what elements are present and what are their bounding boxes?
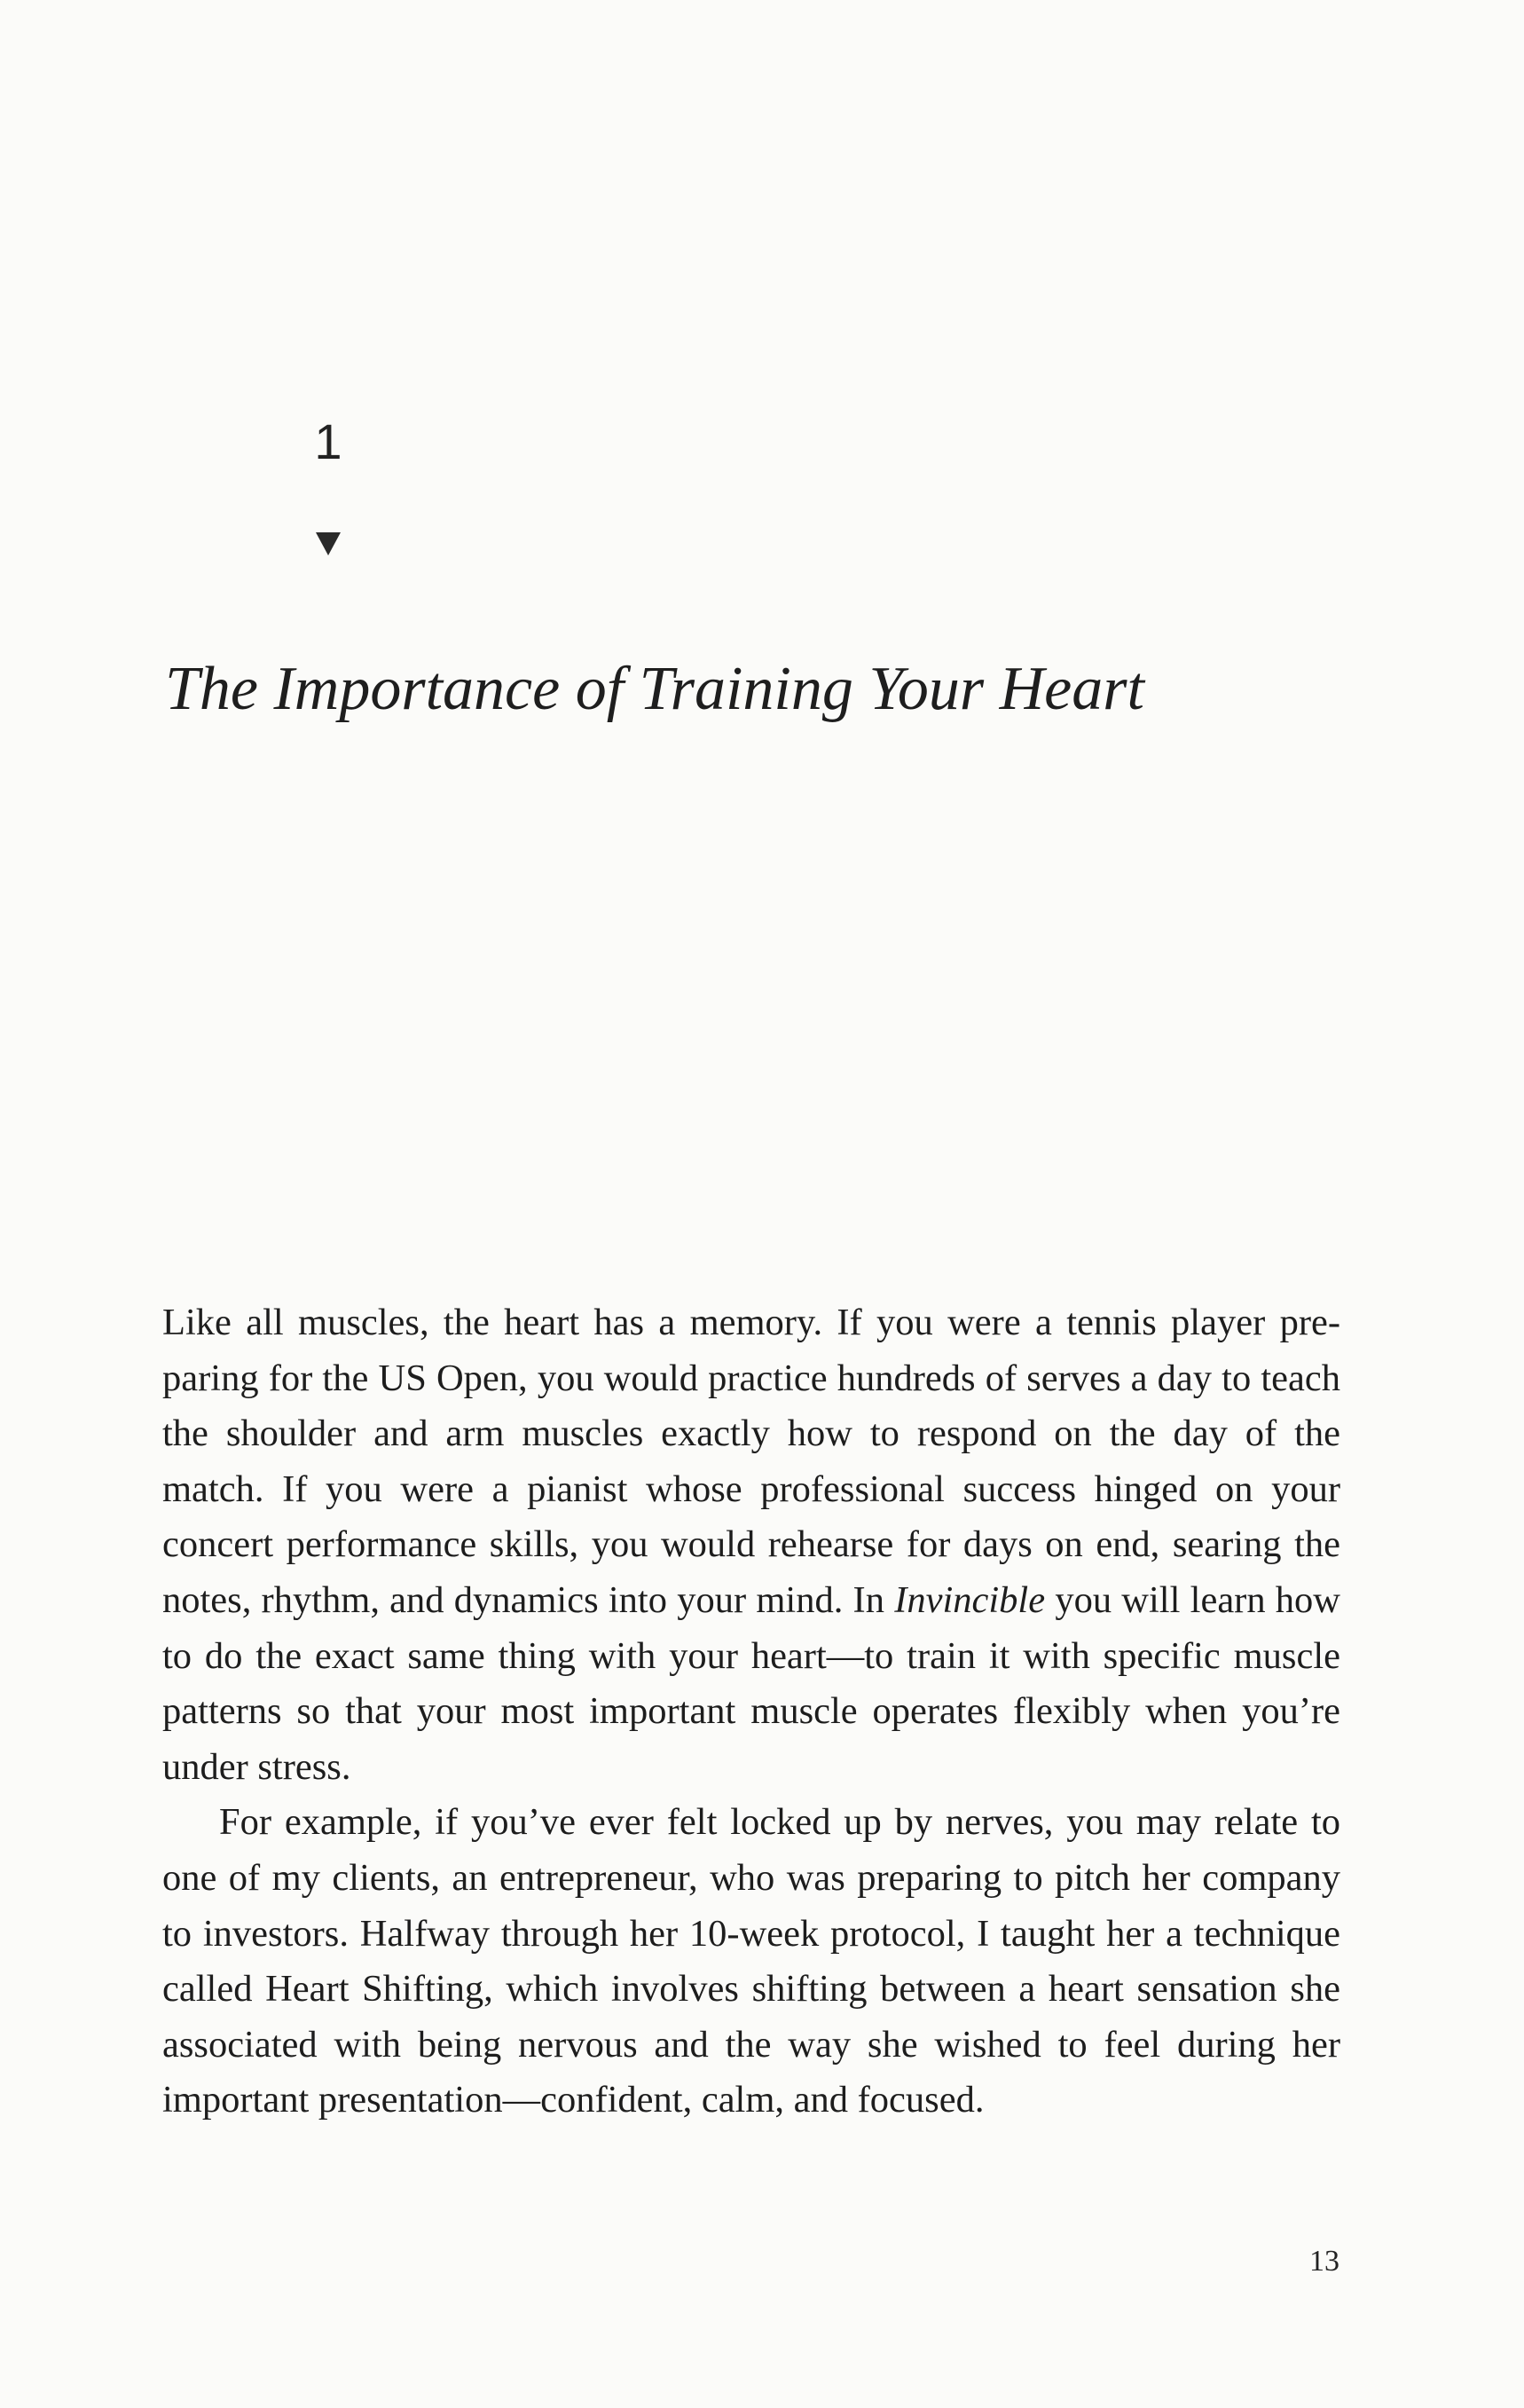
book-title-emphasis: Invincible	[894, 1578, 1046, 1621]
chapter-title: The Importance of Training Your Heart	[165, 655, 1144, 723]
paragraph-1-text-start: Like all muscles, the heart has a memory. If you were a tennis player preparing for the US Open, you would practice hundreds of serves a day to teach the shoulder and arm muscles exactly how to respond on the day of the match. If you were a pianist whose professional success hinged on your concert performance skills, you would rehearse for days on end, searing the notes, rhythm, and dynamics into your mind. In	[162, 1302, 1340, 1621]
page-number: 13	[1309, 2245, 1339, 2278]
paragraph-2: For example, if you’ve ever felt locked up by nerves, you may relate to one of my clients, an entrepreneur, who was preparing to pitch her company to investors. Halfway through her 10-week protocol, I taught her a technique called Heart Shifting, which involves shifting between a heart sensation she associated with being nervous and the way she wished to feel during her important presentation—confident, calm, and focused.	[162, 1801, 1340, 2121]
paragraph-1-text-end: you will learn how to do the exact same thing with your heart—to train it with specific muscle patterns so that your most important muscle operates flexibly when you’re under stress.	[162, 1578, 1341, 1788]
down-triangle-icon	[316, 532, 341, 555]
chapter-number: 1	[314, 413, 342, 469]
body-text	[162, 1295, 1340, 2129]
paragraph-1	[162, 1295, 1340, 1795]
